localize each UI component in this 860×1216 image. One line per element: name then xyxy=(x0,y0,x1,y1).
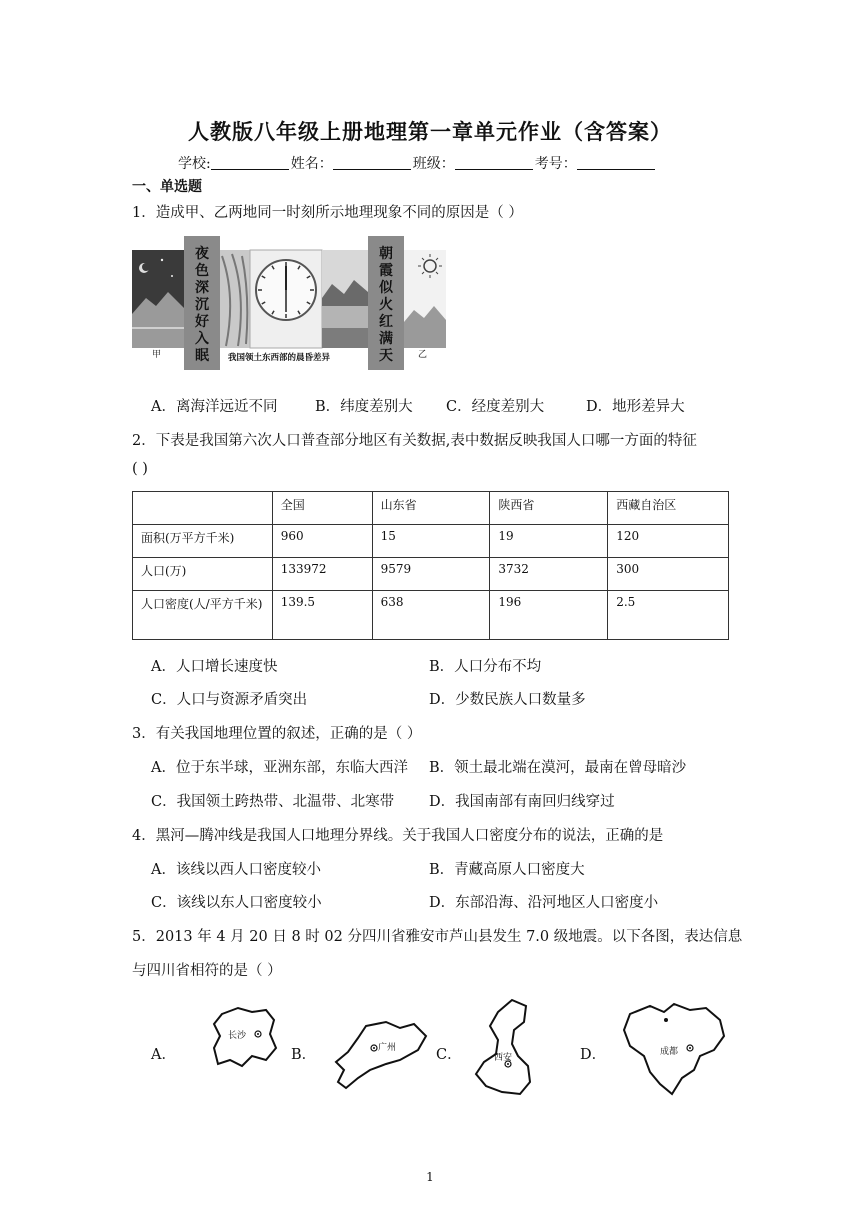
name-label: 姓名： xyxy=(290,156,333,172)
table-cell: 133972 xyxy=(272,558,372,591)
table-row xyxy=(133,591,729,640)
question-4-stem: 4．黑河—腾冲线是我国人口地理分界线。关于我国人口密度分布的说法，正确的是 xyxy=(132,828,664,844)
star-icon xyxy=(161,259,163,261)
question-1-figure xyxy=(132,236,446,376)
name-blank[interactable] xyxy=(333,155,411,170)
q3-option-a[interactable]: A．位于东半球，亚洲东部，东临大西洋 xyxy=(151,760,408,776)
q4-option-a[interactable]: A．该线以西人口密度较小 xyxy=(151,862,321,878)
table-cell: 19 xyxy=(490,525,608,558)
right-banner-char: 霞 xyxy=(379,263,393,279)
q5-map-hunan[interactable] xyxy=(208,1004,280,1072)
question-2-stem: 2．下表是我国第六次人口普查部分地区有关数据,表中数据反映我国人口哪一方面的特征 xyxy=(132,433,697,449)
q2-option-a[interactable]: A．人口增长速度快 xyxy=(151,659,278,675)
right-banner-char: 火 xyxy=(379,297,393,313)
q5-option-a[interactable]: A． xyxy=(151,1047,176,1063)
q5-option-c[interactable]: C． xyxy=(436,1047,462,1063)
table-header-cell: 山东省 xyxy=(372,492,490,525)
right-banner-char: 似 xyxy=(379,280,393,296)
school-blank[interactable] xyxy=(211,155,289,170)
q1-option-a[interactable]: A．离海洋远近不同 xyxy=(151,399,278,415)
right-banner-char: 满 xyxy=(379,331,393,347)
city-label: 长沙 xyxy=(228,1031,247,1041)
table-cell: 638 xyxy=(372,591,490,640)
table-header-cell: 全国 xyxy=(272,492,372,525)
left-banner-char: 夜 xyxy=(195,246,209,262)
exam-number-label: 考号： xyxy=(534,156,577,172)
document-title: 人教版八年级上册地理第一章单元作业（含答案） xyxy=(188,119,672,144)
table-cell: 960 xyxy=(272,525,372,558)
question-5-stem-line1: 5．2013 年 4 月 20 日 8 时 02 分四川省雅安市芦山县发生 7.0 级地震。以下各图，表达信息 xyxy=(132,929,743,945)
q4-option-b[interactable]: B．青藏高原人口密度大 xyxy=(429,862,585,878)
q1-option-b[interactable]: B．纬度差别大 xyxy=(315,399,413,415)
table-cell: 9579 xyxy=(372,558,490,591)
table-cell: 人口(万) xyxy=(133,558,273,591)
q5-map-shaanxi[interactable] xyxy=(472,996,536,1100)
left-banner-char: 眠 xyxy=(195,348,209,364)
city-label: 广州 xyxy=(378,1043,397,1053)
table-cell: 人口密度(人/平方千米) xyxy=(133,591,273,640)
student-info-line xyxy=(178,153,657,173)
right-banner-char: 红 xyxy=(379,314,393,330)
q5-map-guangdong[interactable] xyxy=(330,1016,432,1096)
left-banner-char: 沉 xyxy=(195,297,209,313)
census-table xyxy=(132,491,729,640)
question-1-stem: 1．造成甲、乙两地同一时刻所示地理现象不同的原因是（ ） xyxy=(132,205,523,221)
table-header-cell: 陕西省 xyxy=(490,492,608,525)
question-5-stem-line2: 与四川省相符的是（ ） xyxy=(132,963,282,979)
left-banner-char: 入 xyxy=(195,331,209,347)
school-label: 学校: xyxy=(178,156,211,172)
label-yi: 乙 xyxy=(418,350,428,360)
q5-option-d[interactable]: D． xyxy=(580,1047,607,1063)
q1-option-d[interactable]: D．地形差异大 xyxy=(586,399,685,415)
left-banner-char: 深 xyxy=(195,280,209,296)
table-header-cell: 西藏自治区 xyxy=(608,492,729,525)
class-label: 班级： xyxy=(412,156,455,172)
section-heading: 一、单选题 xyxy=(132,179,202,195)
table-cell: 120 xyxy=(608,525,729,558)
q5-map-sichuan[interactable] xyxy=(620,1000,730,1100)
table-cell: 196 xyxy=(490,591,608,640)
exam-number-blank[interactable] xyxy=(577,155,655,170)
left-banner-char: 好 xyxy=(195,314,209,330)
table-row xyxy=(133,558,729,591)
city-label: 西安 xyxy=(494,1053,513,1063)
question-2-paren: ( ) xyxy=(132,461,148,477)
table-cell: 面积(万平方千米) xyxy=(133,525,273,558)
table-header-cell xyxy=(133,492,273,525)
class-blank[interactable] xyxy=(455,155,533,170)
left-banner-text xyxy=(194,245,210,364)
table-header-row xyxy=(133,492,729,525)
q1-option-c[interactable]: C．经度差别大 xyxy=(446,399,545,415)
right-banner-text xyxy=(379,245,394,364)
q2-option-c[interactable]: C．人口与资源矛盾突出 xyxy=(151,692,308,708)
question-3-stem: 3．有关我国地理位置的叙述，正确的是（ ） xyxy=(132,726,422,742)
table-cell: 300 xyxy=(608,558,729,591)
page-number: 1 xyxy=(426,1170,434,1184)
q3-option-c[interactable]: C．我国领土跨热带、北温带、北寒带 xyxy=(151,794,395,810)
q5-option-b[interactable]: B． xyxy=(291,1047,317,1063)
right-banner-char: 朝 xyxy=(379,246,393,262)
q2-option-d[interactable]: D．少数民族人口数量多 xyxy=(429,692,586,708)
table-cell: 2.5 xyxy=(608,591,729,640)
table-cell: 139.5 xyxy=(272,591,372,640)
q4-option-d[interactable]: D．东部沿海、沿河地区人口密度小 xyxy=(429,895,659,911)
table-row xyxy=(133,525,729,558)
table-cell: 3732 xyxy=(490,558,608,591)
q3-option-d[interactable]: D．我国南部有南回归线穿过 xyxy=(429,794,615,810)
left-banner-char: 色 xyxy=(195,263,209,279)
figure-caption: 我国领土东西部的晨昏差异 xyxy=(228,353,331,363)
table-cell: 15 xyxy=(372,525,490,558)
city-label: 成都 xyxy=(660,1047,679,1057)
q4-option-c[interactable]: C．该线以东人口密度较小 xyxy=(151,895,322,911)
q3-option-b[interactable]: B．领土最北端在漠河，最南在曾母暗沙 xyxy=(429,760,687,776)
q2-option-b[interactable]: B．人口分布不均 xyxy=(429,659,542,675)
label-jia: 甲 xyxy=(152,350,162,360)
right-banner-char: 天 xyxy=(379,348,393,364)
